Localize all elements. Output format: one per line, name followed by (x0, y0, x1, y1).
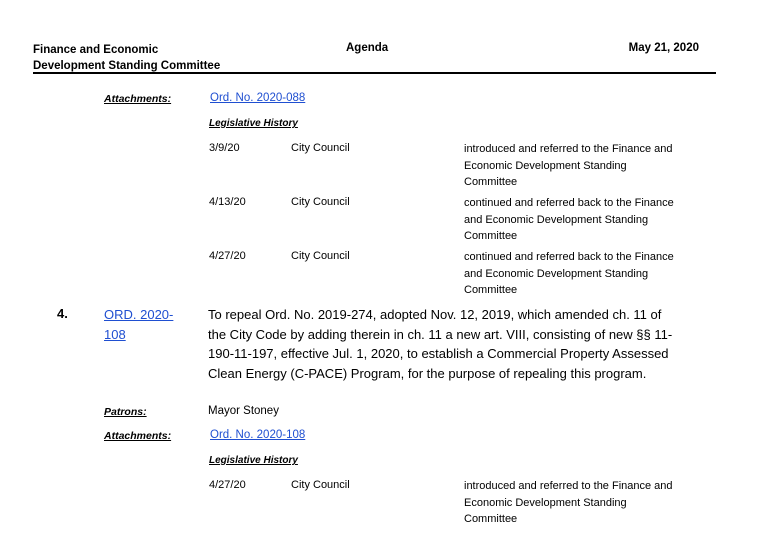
history-action: introduced and referred to the Finance and Economic Development Standing Committee (464, 480, 673, 525)
history-body: City Council (291, 479, 350, 491)
committee-name (33, 42, 220, 74)
document-type: Agenda (346, 42, 389, 54)
item-title: To repeal Ord. No. 2019-274, adopted Nov. 12, 2019, which amended ch. 11 of the City Code by adding therein in ch. 11 a new art. VIII, consisting of new §§ 11-190-11-197, effective Jul. 1, 2020, to establish a Commercial Property Assessed Clean Energy (C-PACE) Program, for the purpose of repealing this program. (208, 307, 673, 381)
attachments-label: Attachments: (104, 430, 172, 442)
committee-name-line2: Development Standing Committee (33, 60, 221, 72)
ord-2020-108-link[interactable]: ORD. 2020-108 (104, 307, 174, 342)
history-body: City Council (291, 250, 350, 262)
attachment-link-2020-088[interactable]: Ord. No. 2020-088 (210, 92, 306, 104)
legislative-history-label: Legislative History (209, 118, 298, 129)
patrons-label: Patrons: (104, 406, 147, 418)
meeting-date: May 21, 2020 (628, 42, 699, 54)
history-date: 4/13/20 (209, 196, 246, 208)
legislative-history-label: Legislative History (209, 455, 298, 466)
history-date: 4/27/20 (209, 250, 246, 262)
history-date: 4/27/20 (209, 479, 246, 491)
patrons-value: Mayor Stoney (208, 405, 279, 417)
history-action: continued and referred back to the Finance and Economic Development Standing Committee (464, 251, 674, 296)
attachment-link-2020-108[interactable]: Ord. No. 2020-108 (210, 429, 306, 441)
item-number: 4. (57, 306, 68, 321)
history-action: continued and referred back to the Finance and Economic Development Standing Committee (464, 197, 674, 242)
history-date: 3/9/20 (209, 142, 240, 154)
committee-name-line1: Finance and Economic (33, 44, 159, 56)
history-body: City Council (291, 196, 350, 208)
history-action: introduced and referred to the Finance and Economic Development Standing Committee (464, 143, 673, 188)
header-divider (33, 72, 716, 74)
history-body: City Council (291, 142, 350, 154)
attachments-label: Attachments: (104, 93, 172, 105)
